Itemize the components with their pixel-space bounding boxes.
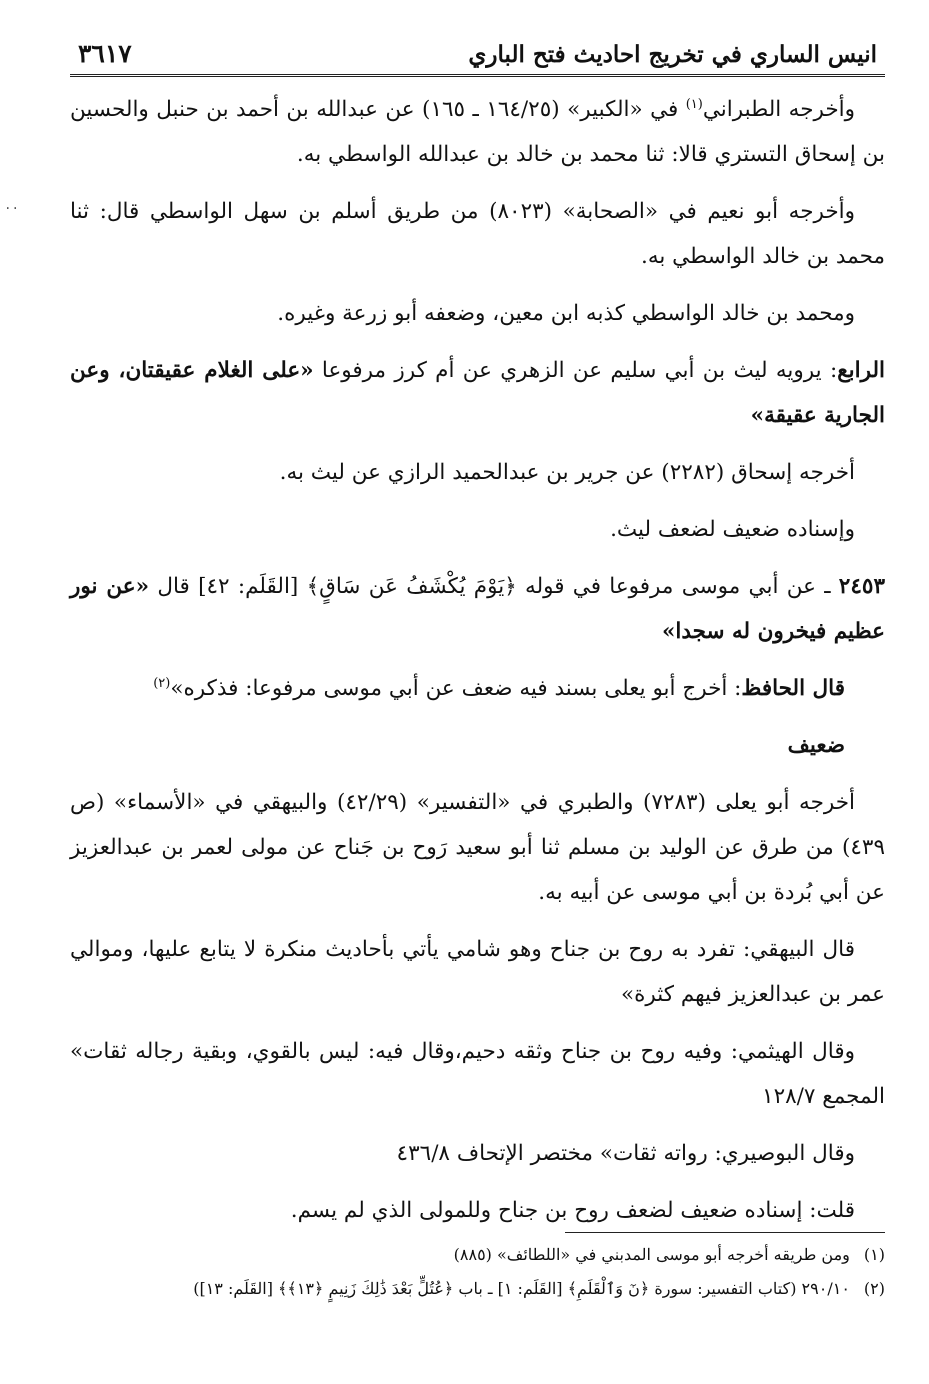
paragraph-5: أخرجه إسحاق (٢٢٨٢) عن جرير بن عبدالحميد الرازي عن ليث به. bbox=[279, 460, 855, 485]
running-header bbox=[70, 28, 885, 77]
footnote-divider bbox=[565, 1232, 885, 1233]
footnote-2: (٢) ٢٩٠/١٠ (كتاب التفسير: سورة ﴿نٓ وَٱلْقَلَمِ﴾ [القَلَم: ١] ـ باب ﴿عُتُلٍّ بَعْدَ ذَٰلِكَ زَنِيمٍ ﴿١٣﴾﴾ [القَلَم: ١٣]) bbox=[193, 1279, 885, 1298]
hadith-text: «عن نور عظيم فيخرون له سجدا» bbox=[70, 574, 885, 644]
book-title: انيس الساري في تخريج احاديث فتح الباري bbox=[468, 41, 877, 68]
hadith-number: ٢٤٥٣ bbox=[838, 574, 885, 599]
page-body bbox=[70, 87, 885, 1233]
footnote-ref-1[interactable]: (١) bbox=[685, 96, 703, 112]
page-number: ٣٦١٧ bbox=[78, 39, 132, 68]
footnote-ref-2[interactable]: (٢) bbox=[153, 675, 171, 691]
hafiz-statement: قال الحافظ: أخرج أبو يعلى بسند فيه ضعف عن أبي موسى مرفوعا: فذكره»$^{(٢)}$ bbox=[153, 675, 845, 701]
hadith-entry: ٢٤٥٣ ـ عن أبي موسى مرفوعا في قوله ﴿يَوْمَ يُكْشَفُ عَن سَاقٍ﴾ [القَلَم: ٤٢] قال «عن نور عظيم فيخرون له سجدا» bbox=[70, 574, 885, 644]
margin-mark: ٠٠ bbox=[4, 200, 20, 216]
paragraph-12: وقال البوصيري: رواته ثقات» مختصر الإتحاف ٤٣٦/٨ bbox=[396, 1141, 855, 1166]
paragraph-13: قلت: إسناده ضعيف لضعف روح بن جناح وللمولى الذي لم يسم. bbox=[290, 1198, 855, 1223]
verdict: ضعيف bbox=[787, 733, 845, 758]
lead-word: الرابع bbox=[837, 358, 885, 383]
paragraph-10: قال البيهقي: تفرد به روح بن جناح وهو شامي يأتي بأحاديث منكرة لا يتابع عليها، وموالي عمر بن عبدالعزيز فيهم كثرة» bbox=[70, 937, 885, 1007]
footnote-1: (١) ومن طريقه أخرجه أبو موسى المدبني في «اللطائف» (٨٨٥) bbox=[453, 1245, 885, 1264]
page bbox=[70, 28, 885, 1245]
paragraph-1: وأخرجه الطبراني$^{(١)}$ في «الكبير» (١٦٤/٢٥ ـ ١٦٥) عن عبدالله بن أحمد بن حنبل والحسين بن إسحاق التستري قالا: ثنا محمد بن خالد بن عبدالله الواسطي به. bbox=[70, 96, 885, 167]
hadith-text: «على الغلام عقيقتان، وعن الجارية عقيقة» bbox=[70, 358, 885, 428]
footnotes bbox=[70, 1238, 885, 1306]
paragraph-4: الرابع: يرويه ليث بن أبي سليم عن الزهري عن أم كرز مرفوعا «على الغلام عقيقتان، وعن الجارية عقيقة» bbox=[70, 358, 885, 428]
paragraph-3: ومحمد بن خالد الواسطي كذبه ابن معين، وضعفه أبو زرعة وغيره. bbox=[277, 301, 855, 326]
paragraph-11: وقال الهيثمي: وفيه روح بن جناح وثقه دحيم،وقال فيه: ليس بالقوي، وبقية رجاله ثقات» المجمع ١٢٨/٧ bbox=[70, 1039, 885, 1109]
paragraph-9: أخرجه أبو يعلى (٧٢٨٣) والطبري في «التفسير» (٤٢/٢٩) والبيهقي في «الأسماء» (ص ٤٣٩) من طرق عن الوليد بن مسلم ثنا أبو سعيد رَوح بن جَناح عن مولى لعمر بن عبدالعزيز عن أبي بُردة بن أبي موسى عن أبيه به. bbox=[70, 790, 885, 905]
paragraph-2: وأخرجه أبو نعيم في «الصحابة» (٨٠٢٣) من طريق أسلم بن سهل الواسطي قال: ثنا محمد بن خالد الواسطي به. bbox=[70, 199, 885, 269]
lead-word: قال الحافظ bbox=[741, 676, 845, 701]
paragraph-6: وإسناده ضعيف لضعف ليث. bbox=[610, 517, 855, 542]
